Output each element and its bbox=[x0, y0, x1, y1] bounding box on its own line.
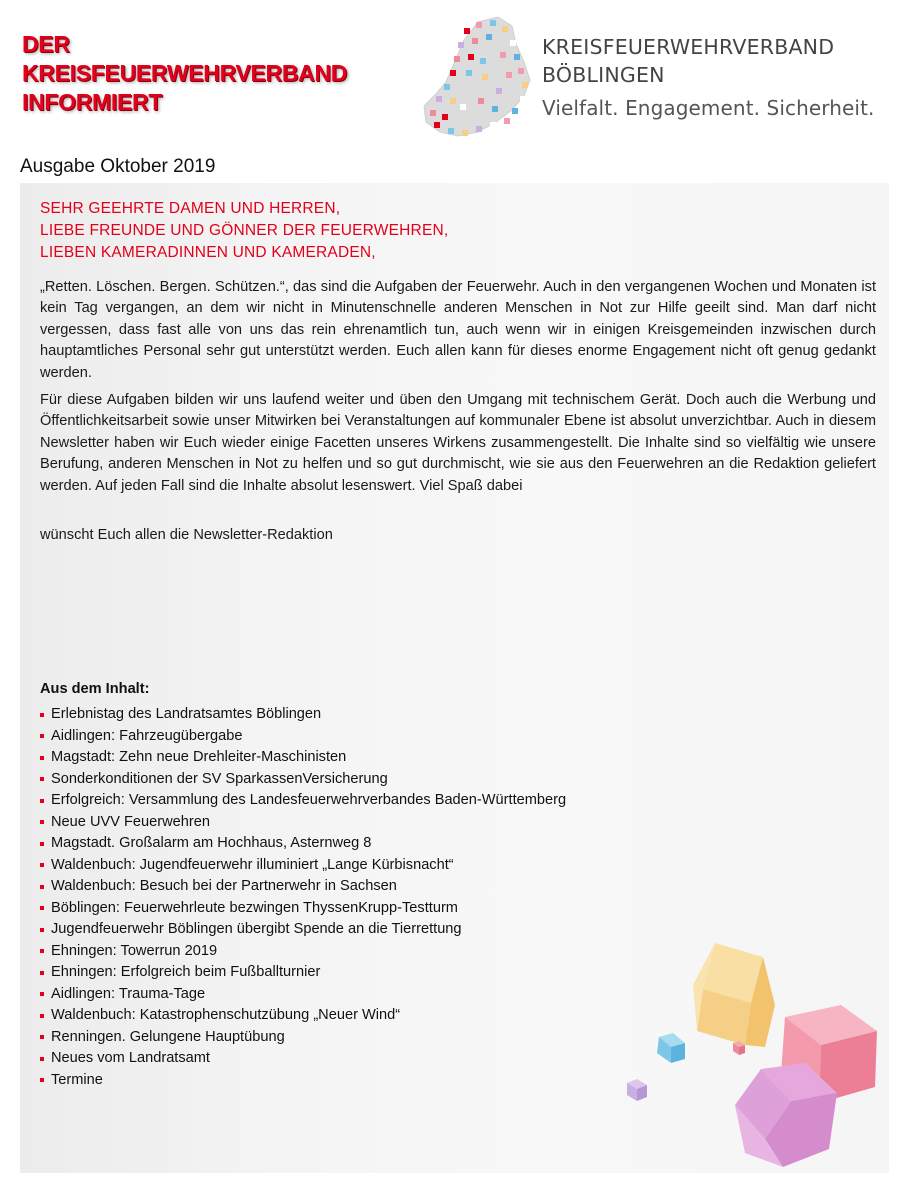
intro-paragraph: Für diese Aufgaben bilden wir uns laufend weiter und üben den Umgang mit technischem Gerät. Doch auch die Werbung und Öffentlichkeitsarbeit sowie unser Mitwirken bei Veranstaltungen auf kommunaler Ebene ist absolut unverzichtbar. Auch in diesem Newsletter haben wir Euch wieder einige Facetten unseres Wirkens zusammengestellt. Die Inhalte sind so vielfältig wie unsere Berufung, anderen Menschen in Not zu helfen und so gut durchmischt, wie sie aus den Feuerwehren an die Redaktion geliefert werden. Auf jeden Fall sind die Inhalte absolut lesenswert. Viel Spaß dabei bbox=[40, 392, 876, 494]
toc-item-label: Erlebnistag des Landratsamtes Böblingen bbox=[51, 706, 322, 722]
toc-item-label: Neue UVV Feuerwehren bbox=[51, 813, 210, 830]
toc-item-label: Magstadt. Großalarm am Hochhaus, Asternweg 8 bbox=[51, 835, 372, 851]
logo-mosaic-square bbox=[476, 22, 482, 28]
logo-mosaic-square bbox=[490, 20, 496, 26]
small-blue-cube-icon bbox=[657, 1033, 685, 1063]
newsletter-headline bbox=[22, 30, 347, 117]
toc-item-label: Sonderkonditionen der SV SparkassenVersicherung bbox=[51, 770, 388, 787]
toc-item bbox=[40, 1005, 566, 1027]
toc-item-label: Böblingen: Feuerwehrleute bezwingen ThyssenKrupp-Testturm bbox=[51, 899, 458, 916]
logo-mosaic-square bbox=[464, 28, 470, 34]
headline-line: DER bbox=[22, 31, 70, 57]
toc-item-label: Renningen. Gelungene Hauptübung bbox=[51, 1028, 285, 1045]
toc-item-label: Magstadt: Zehn neue Drehleiter-Maschinisten bbox=[51, 749, 347, 765]
logo-mosaic-square bbox=[434, 122, 440, 128]
logo-mosaic-square bbox=[436, 96, 442, 102]
bullet-icon bbox=[40, 799, 44, 803]
logo-mosaic-square bbox=[468, 54, 474, 60]
bullet-icon bbox=[40, 992, 44, 996]
bullet-icon bbox=[40, 863, 44, 867]
logo-mosaic-square bbox=[514, 54, 520, 60]
yellow-cube-icon bbox=[691, 943, 775, 1047]
logo-mosaic-square bbox=[500, 52, 506, 58]
logo-mosaic-square bbox=[486, 34, 492, 40]
logo-mosaic-square bbox=[444, 84, 450, 90]
salutation-line: LIEBEN KAMERADINNEN UND KAMERADEN, bbox=[40, 244, 376, 261]
logo-mosaic-square bbox=[522, 82, 528, 88]
logo-mosaic-square bbox=[490, 122, 496, 128]
logo-mosaic-square bbox=[460, 104, 466, 110]
bullet-icon bbox=[40, 734, 44, 738]
logo-mosaic-square bbox=[510, 40, 516, 46]
headline-line: KREISFEUERWEHRVERBAND bbox=[22, 60, 348, 86]
brand-slogan: Vielfalt. Engagement. Sicherheit. bbox=[542, 96, 875, 120]
logo-mosaic-square bbox=[480, 58, 486, 64]
toc-item bbox=[40, 1027, 566, 1049]
toc-item bbox=[40, 1048, 566, 1070]
small-lilac-cube-icon bbox=[627, 1079, 647, 1101]
logo-mosaic-square bbox=[454, 56, 460, 62]
toc-item bbox=[40, 876, 566, 898]
logo-mosaic-square bbox=[476, 126, 482, 132]
toc-item-label: Waldenbuch: Jugendfeuerwehr illuminiert „Lange Kürbisnacht“ bbox=[51, 856, 454, 873]
decorative-cubes-icon bbox=[615, 935, 895, 1175]
bullet-icon bbox=[40, 906, 44, 910]
bullet-icon bbox=[40, 885, 44, 889]
closing-line: wünscht Euch allen die Newsletter-Redaktion bbox=[40, 527, 333, 543]
table-of-contents bbox=[40, 704, 566, 1091]
salutation-line: SEHR GEEHRTE DAMEN UND HERREN, bbox=[40, 200, 341, 217]
bullet-icon bbox=[40, 1035, 44, 1039]
brand-name bbox=[542, 33, 834, 89]
logo-mosaic-square bbox=[430, 110, 436, 116]
toc-item bbox=[40, 833, 566, 855]
logo-mosaic-square bbox=[478, 98, 484, 104]
logo-mosaic-square bbox=[448, 128, 454, 134]
toc-item bbox=[40, 984, 566, 1006]
logo-mosaic-square bbox=[442, 114, 448, 120]
salutation-line: LIEBE FREUNDE UND GÖNNER DER FEUERWEHREN, bbox=[40, 222, 449, 239]
bullet-icon bbox=[40, 777, 44, 781]
logo-mosaic-square bbox=[520, 96, 526, 102]
toc-item-label: Ehningen: Erfolgreich beim Fußballturnier bbox=[51, 964, 321, 980]
toc-item-label: Waldenbuch: Besuch bei der Partnerwehr in Sachsen bbox=[51, 878, 397, 894]
logo-mosaic-square bbox=[496, 88, 502, 94]
logo-mosaic-square bbox=[482, 74, 488, 80]
logo-mosaic-square bbox=[450, 98, 456, 104]
toc-item-label: Ehningen: Towerrun 2019 bbox=[51, 942, 218, 959]
logo-mosaic-square bbox=[450, 70, 456, 76]
logo-mosaic-square bbox=[512, 108, 518, 114]
logo-mosaic-square bbox=[518, 68, 524, 74]
toc-item bbox=[40, 769, 566, 791]
toc-item-label: Jugendfeuerwehr Böblingen übergibt Spende an die Tierrettung bbox=[51, 921, 462, 937]
brand-name-line: KREISFEUERWEHRVERBAND bbox=[542, 35, 835, 59]
toc-item-label: Neues vom Landratsamt bbox=[51, 1050, 210, 1066]
bullet-icon bbox=[40, 1057, 44, 1061]
bullet-icon bbox=[40, 842, 44, 846]
bullet-icon bbox=[40, 971, 44, 975]
bullet-icon bbox=[40, 713, 44, 717]
toc-item bbox=[40, 704, 566, 726]
toc-item bbox=[40, 812, 566, 834]
toc-item-label: Erfolgreich: Versammlung des Landesfeuerwehrverbandes Baden-Württemberg bbox=[51, 792, 567, 808]
salutation bbox=[40, 198, 448, 264]
toc-item bbox=[40, 941, 566, 963]
toc-item-label: Aidlingen: Trauma-Tage bbox=[51, 985, 206, 1002]
bullet-icon bbox=[40, 1014, 44, 1018]
intro-paragraph: „Retten. Löschen. Bergen. Schützen.“, das sind die Aufgaben der Feuerwehr. Auch in den vergangenen Wochen und Monaten ist kein Tag vergangen, an dem wir nicht in Minutenschnelle anderen Menschen in Not zur Hilfe geeilt sind. Man darf nicht vergessen, dass fast alle von uns das rein ehrenamtlich tun, auch wenn wir in einigen Kreisgemeinden inzwischen durch hauptamtliches Personal sehr gut unterstützt werden. Euch allen kann für dieses enorme Engagement nicht oft genug gedankt werden. bbox=[40, 279, 876, 381]
toc-item-label: Aidlingen: Fahrzeugübergabe bbox=[51, 727, 243, 744]
bullet-icon bbox=[40, 820, 44, 824]
toc-title: Aus dem Inhalt: bbox=[40, 681, 150, 697]
logo-mosaic-square bbox=[466, 70, 472, 76]
logo-mosaic-square bbox=[472, 38, 478, 44]
logo-mosaic-square bbox=[502, 26, 508, 32]
headline-line: INFORMIERT bbox=[22, 89, 163, 115]
toc-item bbox=[40, 962, 566, 984]
logo-mosaic-square bbox=[492, 106, 498, 112]
toc-item-label: Termine bbox=[51, 1071, 103, 1088]
toc-item bbox=[40, 790, 566, 812]
bullet-icon bbox=[40, 1078, 44, 1082]
toc-item bbox=[40, 919, 566, 941]
toc-item bbox=[40, 726, 566, 748]
bullet-icon bbox=[40, 949, 44, 953]
toc-item-label: Waldenbuch: Katastrophenschutzübung „Neuer Wind“ bbox=[51, 1007, 401, 1023]
logo-mosaic-square bbox=[462, 130, 468, 136]
toc-item bbox=[40, 1070, 566, 1092]
toc-item bbox=[40, 747, 566, 769]
bullet-icon bbox=[40, 756, 44, 760]
issue-date: Ausgabe Oktober 2019 bbox=[20, 156, 216, 177]
logo-mosaic-square bbox=[504, 118, 510, 124]
logo-mosaic-square bbox=[506, 72, 512, 78]
bullet-icon bbox=[40, 928, 44, 932]
toc-item bbox=[40, 898, 566, 920]
toc-item bbox=[40, 855, 566, 877]
logo-mosaic-square bbox=[458, 42, 464, 48]
brand-name-line: BÖBLINGEN bbox=[542, 63, 665, 87]
